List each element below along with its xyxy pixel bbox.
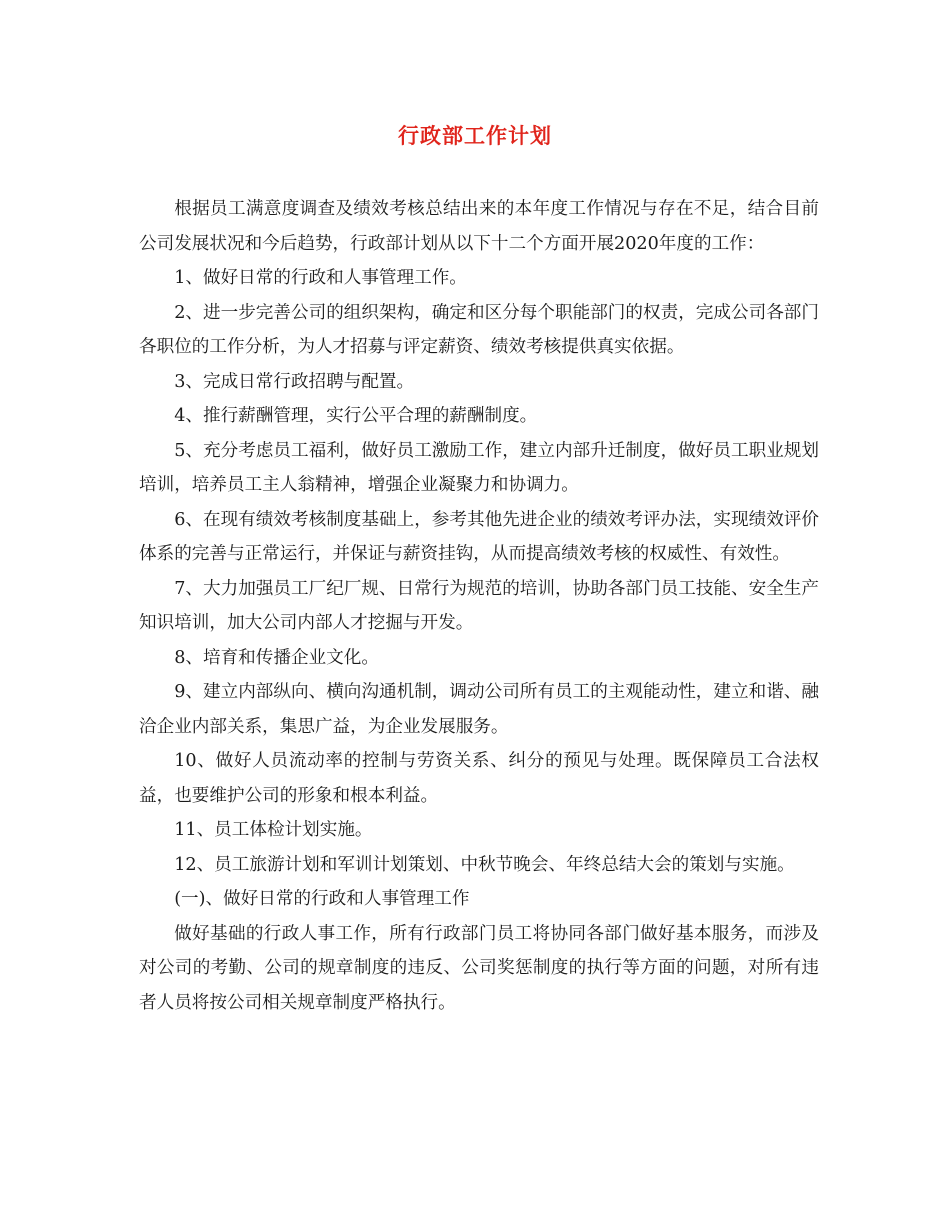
- plan-item-12: 12、员工旅游计划和军训计划策划、中秋节晚会、年终总结大会的策划与实施。: [174, 854, 795, 875]
- plan-item-2: 2、进一步完善公司的组织架构，确定和区分每个职能部门的权责，完成公司各部门各职位的工作分析，为人才招募与评定薪资、绩效考核提供真实依据。: [139, 302, 819, 357]
- plan-item-3: 3、完成日常行政招聘与配置。: [174, 371, 415, 392]
- intro-paragraph: 根据员工满意度调查及绩效考核总结出来的本年度工作情况与存在不足，结合目前公司发展状况和今后趋势，行政部计划从以下十二个方面开展2020年度的工作：: [139, 199, 819, 254]
- plan-item-8: 8、培育和传播企业文化。: [174, 647, 379, 668]
- plan-item-5: 5、充分考虑员工福利，做好员工激励工作，建立内部升迁制度，做好员工职业规划培训，培养员工主人翁精神，增强企业凝聚力和协调力。: [139, 440, 819, 495]
- plan-item-4: 4、推行薪酬管理，实行公平合理的薪酬制度。: [174, 406, 538, 426]
- plan-item-6: 6、在现有绩效考核制度基础上，参考其他先进企业的绩效考评办法，实现绩效评价体系的完善与正常运行，并保证与薪资挂钩，从而提高绩效考核的权威性、有效性。: [139, 509, 819, 564]
- plan-item-10: 10、做好人员流动率的控制与劳资关系、纠分的预见与处理。既保障员工合法权益，也要维护公司的形象和根本利益。: [139, 751, 819, 806]
- plan-item-7: 7、大力加强员工厂纪厂规、日常行为规范的培训，协助各部门员工技能、安全生产知识培训，加大公司内部人才挖掘与开发。: [139, 578, 819, 633]
- section-heading-1: (一)、做好日常的行政和人事管理工作: [174, 889, 470, 909]
- section-1-paragraph: 做好基础的行政人事工作，所有行政部门员工将协同各部门做好基本服务，而涉及对公司的考勤、公司的规章制度的违反、公司奖惩制度的执行等方面的问题，对所有违者人员将按公司相关规章制度严格执行。: [139, 923, 819, 1013]
- plan-item-9: 9、建立内部纵向、横向沟通机制，调动公司所有员工的主观能动性，建立和谐、融洽企业内部关系，集思广益，为企业发展服务。: [139, 682, 819, 737]
- plan-item-1: 1、做好日常的行政和人事管理工作。: [174, 268, 467, 288]
- plan-item-11: 11、员工体检计划实施。: [174, 820, 373, 840]
- document-body: [139, 192, 819, 1020]
- document-title: 行政部工作计划: [398, 123, 552, 148]
